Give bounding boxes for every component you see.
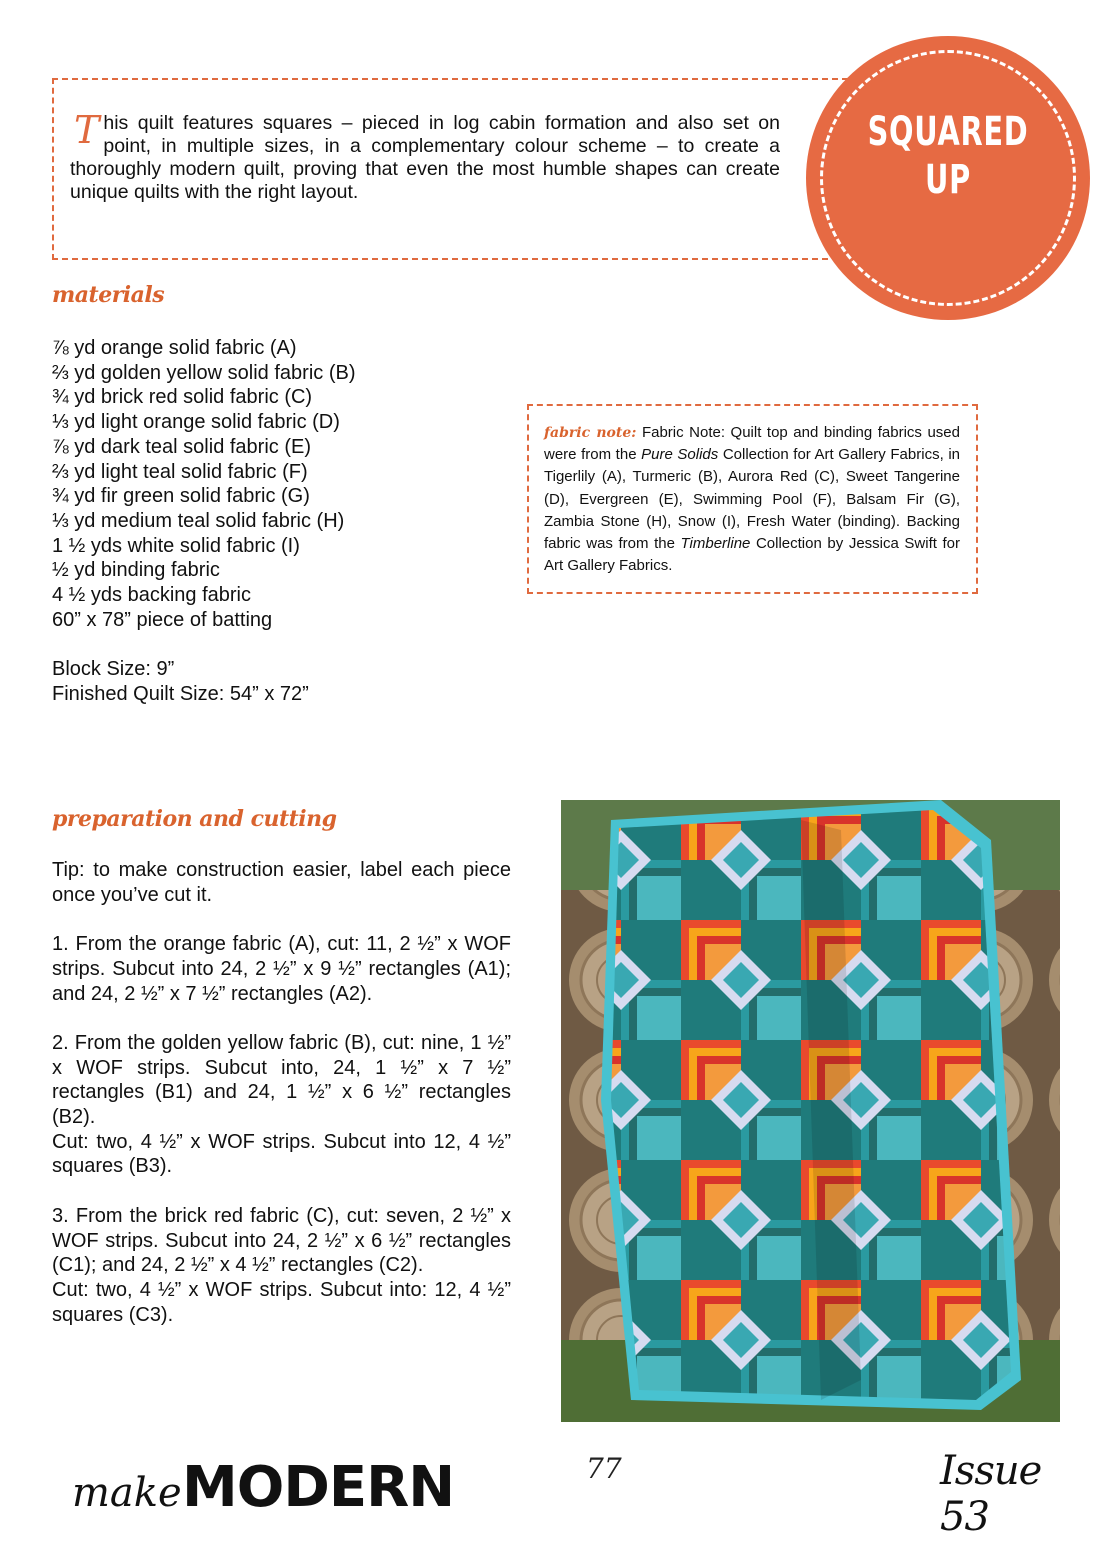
materials-heading: materials (52, 282, 165, 308)
badge-title-line1: SQUARED (867, 109, 1029, 155)
step-3a: 3. From the brick red fabric (C), cut: seven, 2 ½” x WOF strips. Subcut into 24, 2 ½” x 6 ½” rectangles (C1); and 24, 2 ½” x 4 ½” rectangles (C2). (52, 1204, 511, 1277)
size-info (52, 657, 309, 706)
list-item: ¾ yd fir green solid fabric (G) (52, 485, 310, 508)
make-modern-logo (72, 1448, 455, 1520)
fabric-note-collection1: Pure Solids (641, 446, 719, 464)
preparation-body (52, 858, 511, 1352)
fabric-note-part3: Collection by Jessica Swift for Art Gallery Fabrics. (544, 535, 960, 575)
fabric-note-part1: Fabric Note: Quilt top and binding fabrics used were from the (544, 424, 960, 464)
issue-number: Issue 53 (940, 1448, 1042, 1540)
materials-list (52, 336, 355, 632)
step-3b: Cut: two, 4 ½” x WOF strips. Subcut into: 12, 4 ½” squares (C3). (52, 1278, 511, 1326)
fabric-note-part2: Collection for Art Gallery Fabrics, in Tigerlily (A), Turmeric (B), Aurora Red (C), Sweet Tangerine (D), Evergreen (E), Swimming Pool (F), Balsam Fir (G), Zambia Stone (H), Snow (I), Fresh Water (binding). Backing fabric was from the (544, 446, 960, 553)
logo-graphic (72, 1448, 455, 1520)
list-item: ⅞ yd dark teal solid fabric (E) (52, 435, 311, 458)
list-item: ¾ yd brick red solid fabric (C) (52, 386, 313, 409)
fabric-note-collection2: Timberline (680, 535, 751, 553)
list-item: 4 ½ yds backing fabric (52, 584, 251, 607)
logo-modern: MODERN (182, 1455, 455, 1520)
intro-paragraph (70, 108, 780, 204)
list-item: ½ yd binding fabric (52, 559, 220, 582)
list-item: ⅓ yd medium teal solid fabric (H) (52, 509, 345, 532)
quilt-photo (561, 800, 1060, 1422)
list-item: ⅔ yd golden yellow solid fabric (B) (52, 361, 356, 384)
dropcap-letter: T (74, 108, 100, 152)
list-item: ⅓ yd light orange solid fabric (D) (52, 411, 340, 434)
list-item: ⅔ yd light teal solid fabric (F) (52, 460, 308, 483)
finished-quilt-size: Finished Quilt Size: 54” x 72” (52, 682, 309, 705)
preparation-heading: preparation and cutting (52, 806, 337, 832)
list-item: 1 ½ yds white solid fabric (I) (52, 534, 300, 557)
tip-paragraph: Tip: to make construction easier, label each piece once you’ve cut it. (52, 859, 511, 906)
logo-make: make (72, 1470, 182, 1516)
list-item: 60” x 78” piece of batting (52, 608, 273, 631)
step-1: 1. From the orange fabric (A), cut: 11, 2 ½” x WOF strips. Subcut into 24, 2 ½” x 9 ½” rectangles (A1); and 24, 2 ½” x 7 ½” rectangles (A2). (52, 933, 511, 1005)
block-size: Block Size: 9” (52, 658, 175, 680)
fabric-note-text (544, 422, 960, 577)
quilt-photo-illustration (561, 800, 1060, 1422)
list-item: ⅞ yd orange solid fabric (A) (52, 337, 297, 359)
title-badge (806, 36, 1090, 320)
step-2b: Cut: two, 4 ½” x WOF strips. Subcut into 12, 4 ½” squares (B3). (52, 1130, 511, 1178)
page-number: 77 (586, 1452, 622, 1485)
fabric-note-label: fabric note: (544, 425, 637, 441)
intro-text: his quilt features squares – pieced in log cabin formation and also set on point, in multiple sizes, in a complementary colour scheme – to create a thoroughly modern quilt, proving that even the most humble shapes can create unique quilts with the right layout. (70, 112, 780, 203)
step-2a: 2. From the golden yellow fabric (B), cut: nine, 1 ½” x WOF strips. Subcut into, 24, 1 ½” x 7 ½” rectangles (B1) and 24, 1 ½” x 6 ½” rectangles (B2). (52, 1031, 511, 1128)
badge-title (846, 108, 1050, 204)
badge-title-line2: UP (925, 157, 971, 203)
